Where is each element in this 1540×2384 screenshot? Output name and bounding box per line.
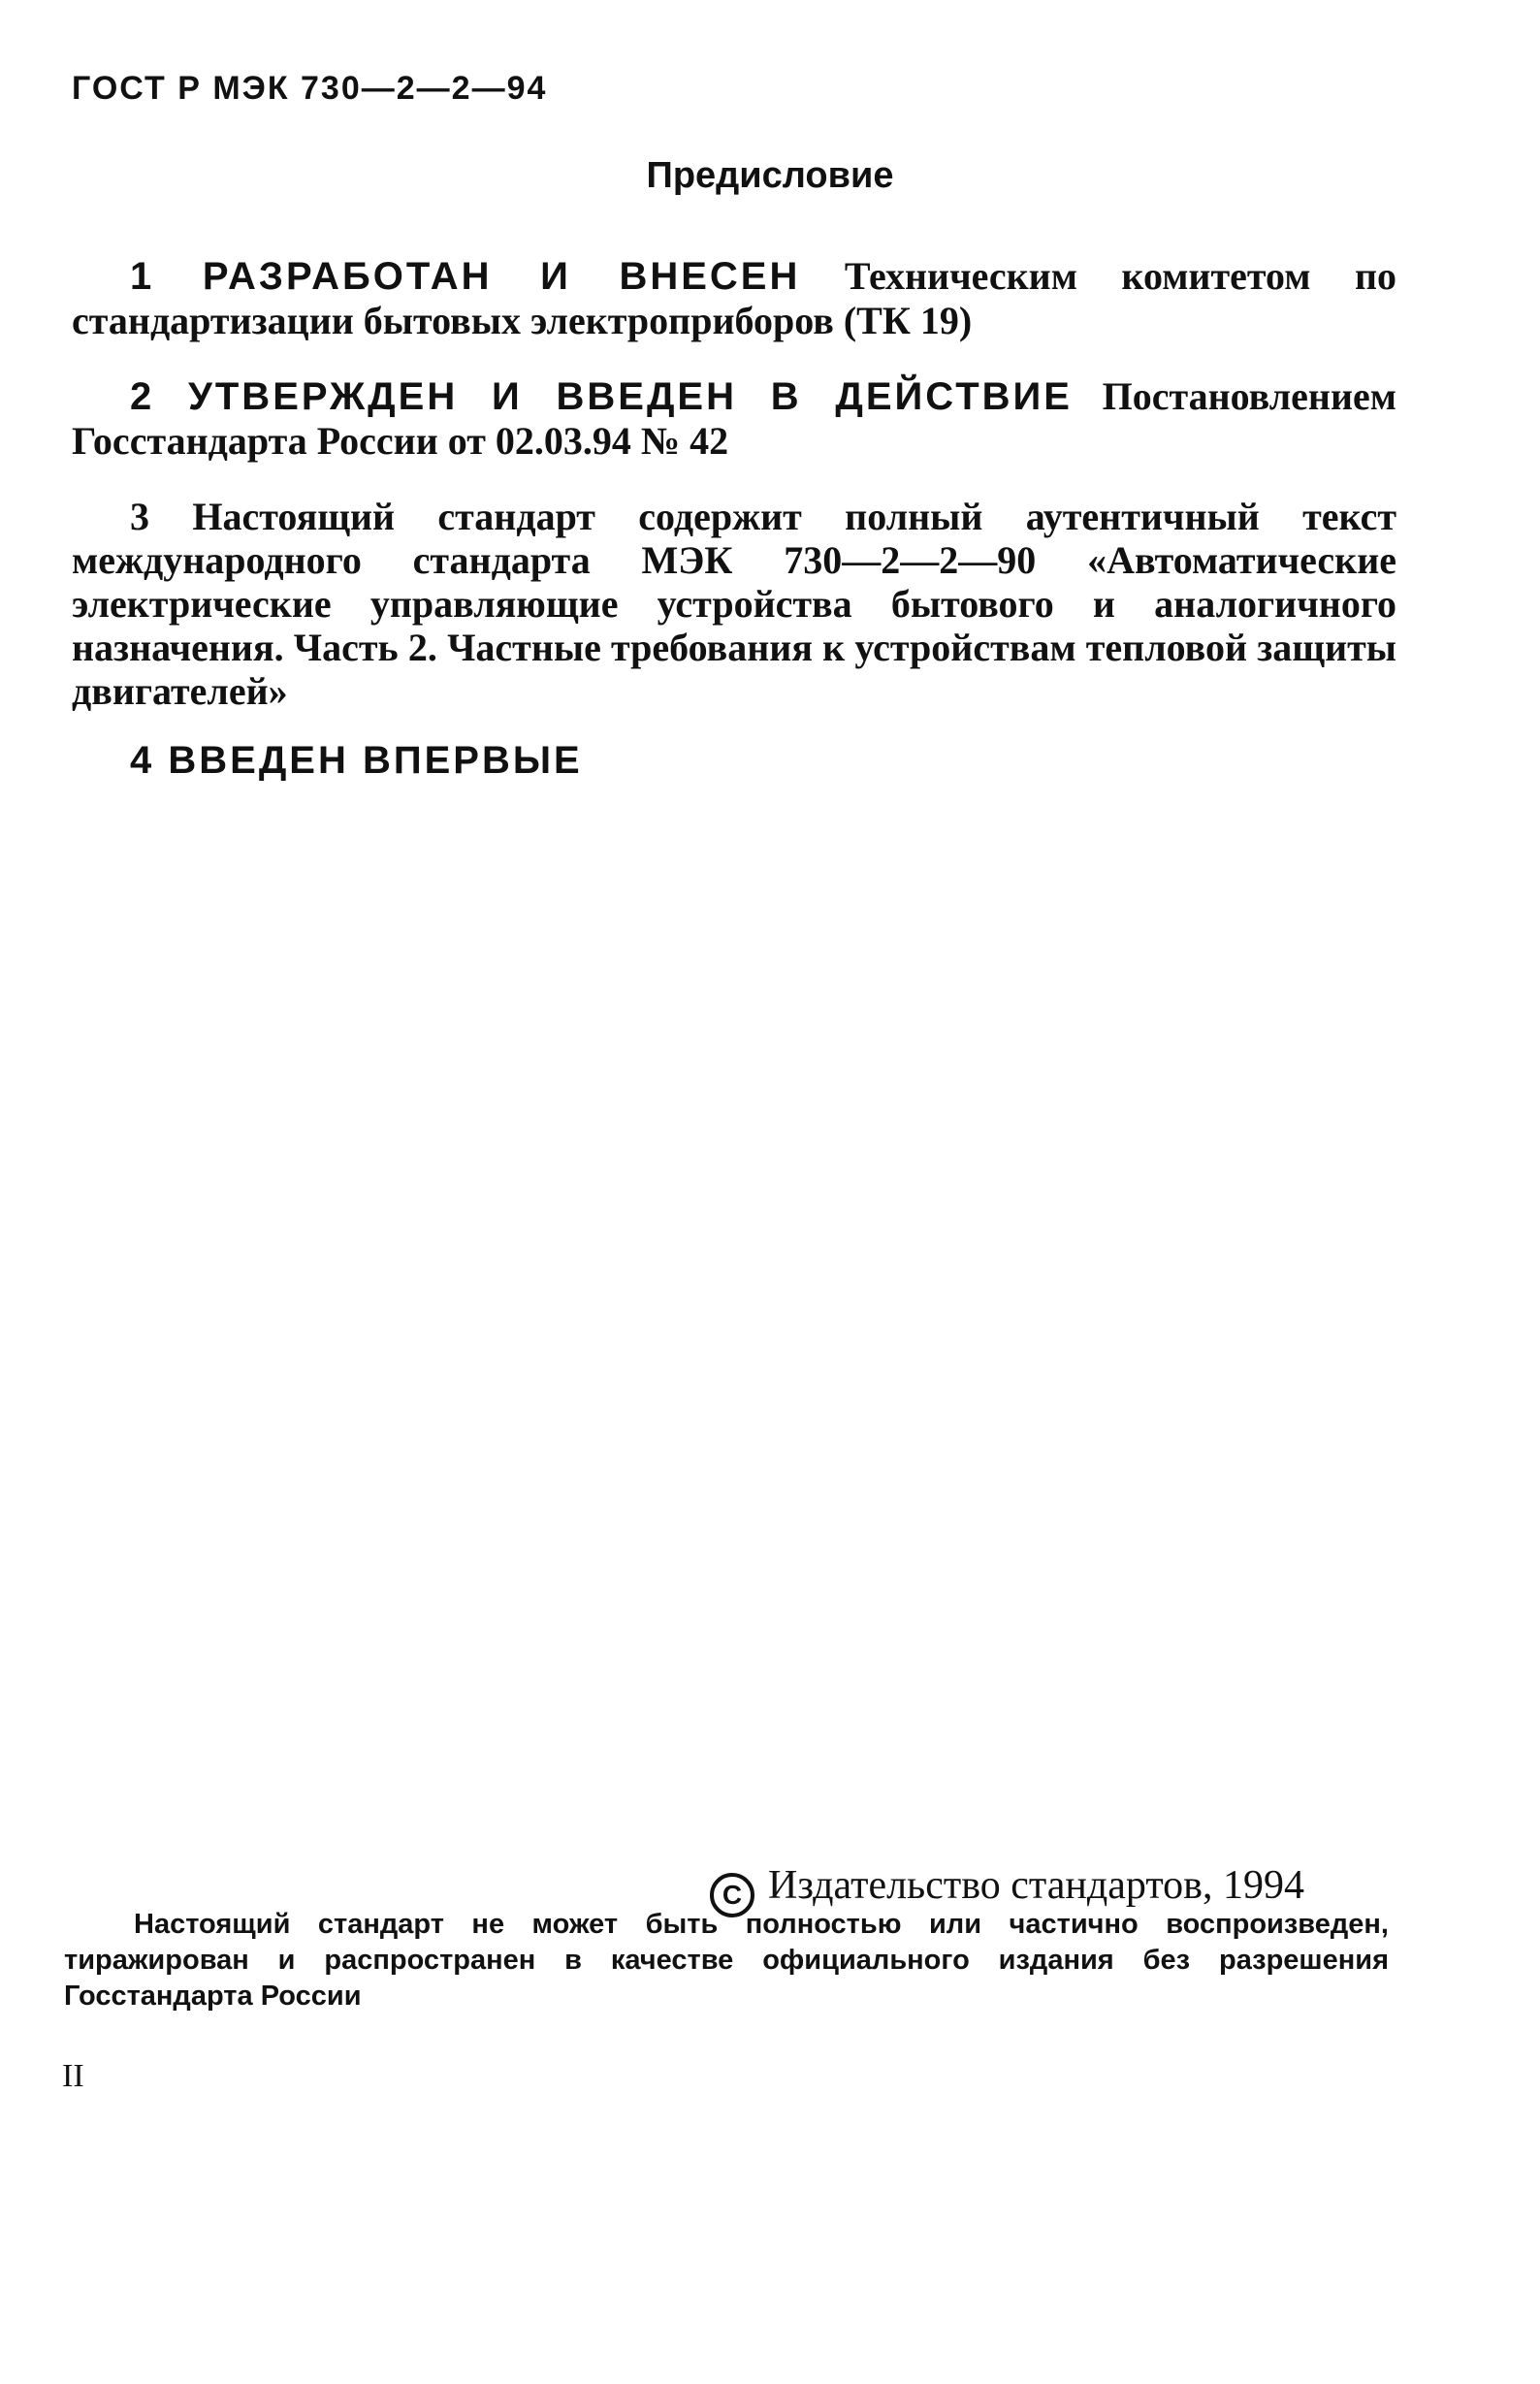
preface-item-2 xyxy=(72,374,1396,463)
item-1-lead: 1 РАЗРАБОТАН И ВНЕСЕН xyxy=(130,255,801,298)
page-number: II xyxy=(62,2058,84,2094)
preface-title: Предисловие xyxy=(646,155,894,196)
item-1-text: Техническим комитетом по стандартизации бытовых электроприборов (ТК 19) xyxy=(72,254,1397,342)
copyright-icon: C xyxy=(710,1873,754,1917)
item-3-text: 3 Настоящий стандарт содержит полный аутентичный текст международного стандарта МЭК 730—2—2—90 «Автоматические электрические управляющие устройства бытового и аналогичного назначения. Часть 2. Частные требования к устройствам тепловой защиты двигателей» xyxy=(72,495,1396,713)
preface-item-3 xyxy=(72,495,1396,713)
item-2-text: Постановлением Госстандарта России от 02.03.94 № 42 xyxy=(72,374,1397,463)
document-code: ГОСТ Р МЭК 730—2—2—94 xyxy=(72,70,548,107)
copyright-text: Издательство стандартов, 1994 xyxy=(768,1863,1304,1908)
preface-item-1 xyxy=(72,254,1396,342)
reproduction-notice xyxy=(64,1907,1389,2014)
notice-text: Настоящий стандарт не может быть полностью или частично воспроизведен, тиражирован и распространен в качестве официального издания без разрешения Госстандарта России xyxy=(64,1909,1389,2012)
preface-item-4: 4 ВВЕДЕН ВПЕРВЫЕ xyxy=(130,739,583,782)
item-2-lead: 2 УТВЕРЖДЕН И ВВЕДЕН В ДЕЙСТВИЕ xyxy=(130,375,1073,418)
